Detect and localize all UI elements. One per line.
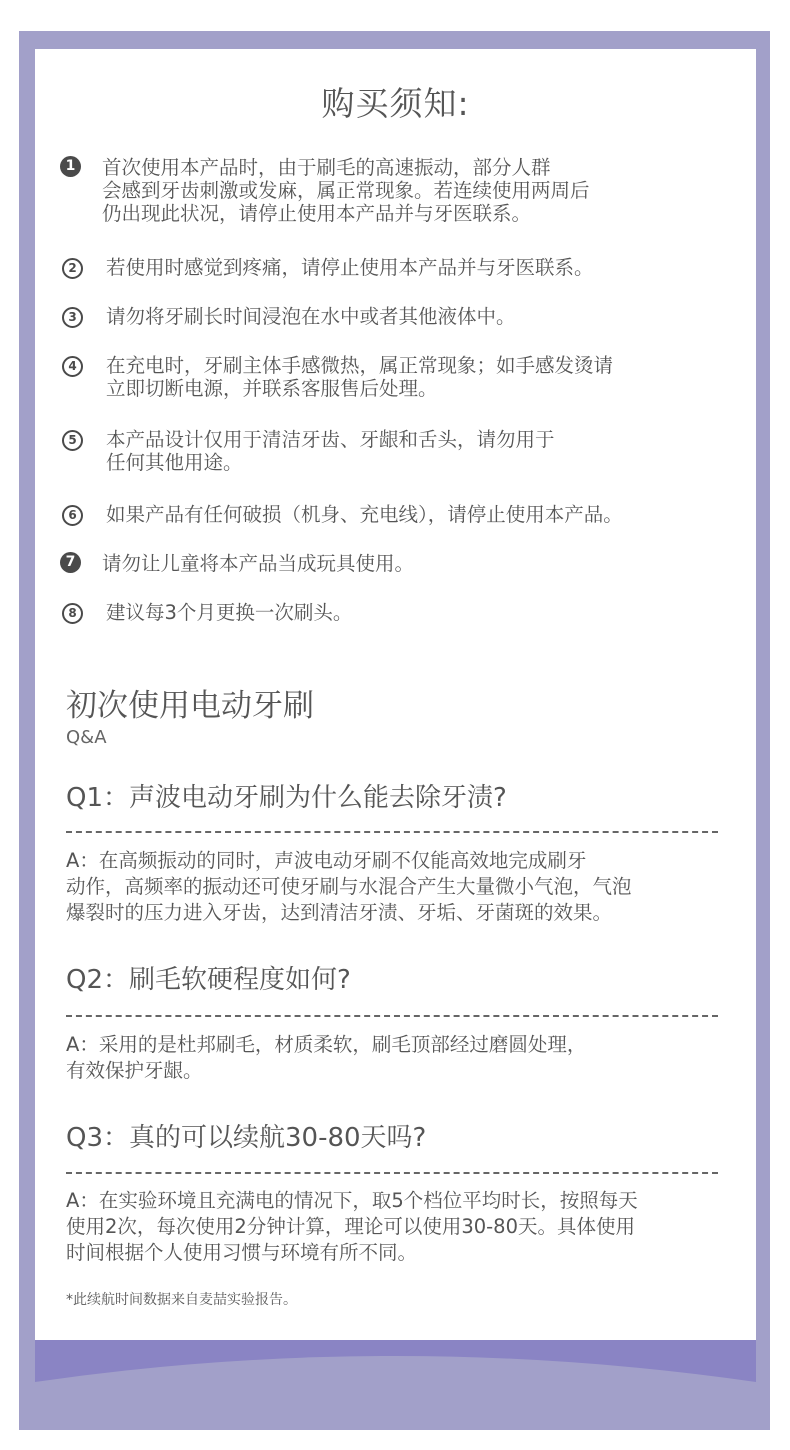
number-badge: 8 [62,603,83,624]
notice-title: 购买须知: [321,84,470,123]
dashed-divider [66,831,718,833]
notice-item-4 [60,354,746,400]
question-3: Q3：真的可以续航30-80天吗? [66,1123,427,1153]
answer-1: A：在高频振动的同时，声波电动牙刷不仅能高效地完成刷牙 动作，高频率的振动还可使牙刷与水混合产生大量微小气泡，气泡 爆裂时的压力进入牙齿，达到清洁牙渍、牙垢、牙菌斑的效果。 [66,849,632,924]
number-badge: 5 [62,430,83,451]
dashed-divider [66,1172,718,1174]
answer-2: A：采用的是杜邦刷毛，材质柔软，刷毛顶部经过磨圆处理， 有效保护牙龈。 [66,1033,587,1082]
notice-text: 如果产品有任何破损（机身、充电线），请停止使用本产品。 [106,503,623,526]
notice-item-2 [60,256,746,279]
question-2: Q2：刷毛软硬程度如何? [66,965,351,995]
number-badge: 1 [60,156,81,177]
qa-section-title: 初次使用电动牙刷 [66,688,314,724]
notice-item-7 [60,552,742,575]
number-badge: 6 [62,505,83,526]
notice-text: 建议每3个月更换一次刷头。 [106,601,353,624]
number-badge: 3 [62,307,83,328]
number-badge: 4 [62,356,83,377]
notice-text: 本产品设计仅用于清洁牙齿、牙龈和舌头，请勿用于 任何其他用途。 [106,428,555,474]
notice-item-3 [60,305,746,328]
answer-3: A：在实验环境且充满电的情况下，取5个档位平均时长，按照每天 使用2次，每次使用2分钟计算，理论可以使用30-80天。具体使用 时间根据个人使用习惯与环境有所不同。 [66,1189,638,1264]
dashed-divider [66,1015,718,1017]
number-badge: 7 [60,552,81,573]
qa-section-subtitle: Q&A [66,727,107,748]
notice-text: 若使用时感觉到疼痛，请停止使用本产品并与牙医联系。 [106,256,594,279]
notice-item-5 [60,428,746,474]
notice-text: 在充电时，牙刷主体手感微热，属正常现象；如手感发烫请 立即切断电源，并联系客服售后处理。 [106,354,614,400]
notice-item-6 [60,503,746,526]
notice-item-1 [60,156,742,225]
notice-text: 请勿将牙刷长时间浸泡在水中或者其他液体中。 [106,305,516,328]
bottom-wave-decoration [35,1340,756,1390]
question-1: Q1：声波电动牙刷为什么能去除牙渍? [66,783,507,813]
notice-text: 请勿让儿童将本产品当成玩具使用。 [102,552,415,575]
footnote: *此续航时间数据来自麦喆实验报告。 [66,1292,297,1308]
notice-item-8 [60,601,746,624]
number-badge: 2 [62,258,83,279]
notice-text: 首次使用本产品时，由于刷毛的高速振动，部分人群 会感到牙齿刺激或发麻，属正常现象。若连续使用两周后 仍出现此状况，请停止使用本产品并与牙医联系。 [102,156,590,225]
